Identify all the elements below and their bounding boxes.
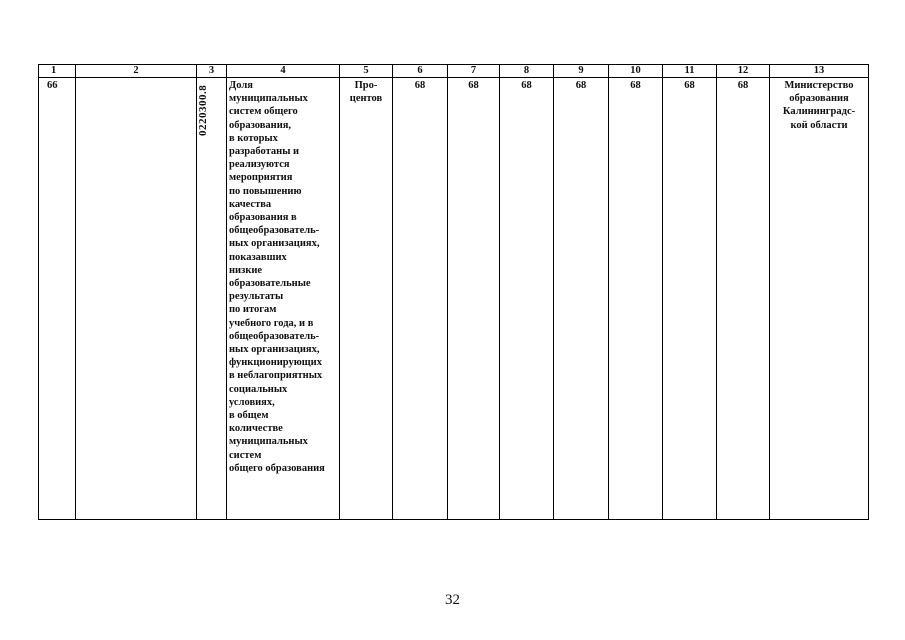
value-cell-10: 68 bbox=[609, 78, 663, 520]
value-cell-7: 68 bbox=[448, 78, 500, 520]
row-number: 66 bbox=[39, 78, 76, 520]
header-cell-5: 5 bbox=[340, 65, 393, 78]
header-cell-8: 8 bbox=[500, 65, 554, 78]
value-cell-8: 68 bbox=[500, 78, 554, 520]
header-row bbox=[39, 65, 869, 78]
header-cell-7: 7 bbox=[448, 65, 500, 78]
header-cell-3: 3 bbox=[197, 65, 227, 78]
value-cell-11: 68 bbox=[663, 78, 717, 520]
header-cell-13: 13 bbox=[770, 65, 869, 78]
indicator-description: Доля муниципальных систем общего образования, в которых разработаны и реализуются мероприятия по повышению качества образования в общеобразователь- ных организациях, показавших низкие образовательные результаты по итогам учебного года, и в общеобразователь- ных организациях, функционирующих в неблагоприятных социальных условиях, в общем количестве муниципальных систем общего образования bbox=[227, 78, 340, 520]
header-cell-1: 1 bbox=[39, 65, 76, 78]
table-row bbox=[39, 78, 869, 520]
header-cell-4: 4 bbox=[227, 65, 340, 78]
header-cell-9: 9 bbox=[554, 65, 609, 78]
indicator-code: 0220300.8 bbox=[197, 84, 209, 136]
unit-cell: Про- центов bbox=[340, 78, 393, 520]
header-cell-12: 12 bbox=[717, 65, 770, 78]
responsible-cell: Министерство образования Калининградс- кой области bbox=[770, 78, 869, 520]
header-cell-2: 2 bbox=[76, 65, 197, 78]
code-cell bbox=[197, 78, 227, 520]
indicator-table bbox=[38, 64, 869, 520]
value-cell-6: 68 bbox=[393, 78, 448, 520]
header-cell-11: 11 bbox=[663, 65, 717, 78]
header-cell-6: 6 bbox=[393, 65, 448, 78]
value-cell-9: 68 bbox=[554, 78, 609, 520]
header-cell-10: 10 bbox=[609, 65, 663, 78]
empty-cell bbox=[76, 78, 197, 520]
page-number: 32 bbox=[445, 592, 460, 608]
value-cell-12: 68 bbox=[717, 78, 770, 520]
